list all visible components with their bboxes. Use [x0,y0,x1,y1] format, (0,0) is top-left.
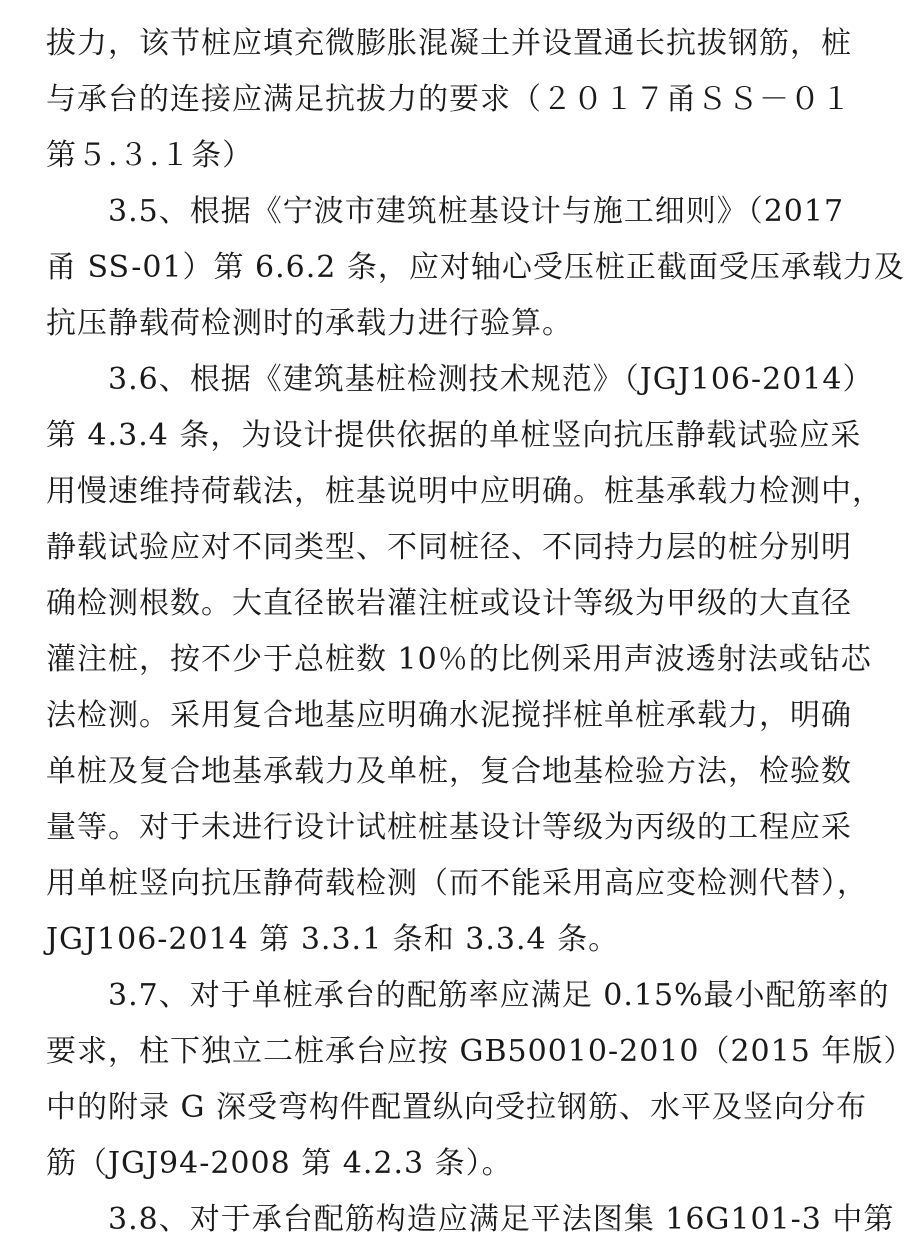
text-line: 抗压静载荷检测时的承载力进行验算。 [46,306,573,341]
text-line: 单桩及复合地基承载力及单桩，复合地基检验方法，检验数 [46,754,852,789]
text-line: 灌注桩，按不少于总桩数 10％的比例采用声波透射法或钻芯 [46,642,872,677]
text-line: 第５.３.１条） [46,138,254,173]
clause-3-7-heading: 3.7、对于单桩承台的配筋率应满足 0.15%最小配筋率的 [108,978,890,1013]
text-line: 法检测。采用复合地基应明确水泥搅拌桩单桩承载力，明确 [46,698,852,733]
text-line: 要求，柱下独立二桩承台应按 GB50010-2010（2015 年版） [46,1034,914,1069]
text-line: 用慢速维持荷载法，桩基说明中应明确。桩基承载力检测中， [46,474,883,509]
clause-3-5-heading: 3.5、根据《宁波市建筑桩基设计与施工细则》（2017 [108,194,845,229]
text-line: JGJ106-2014 第 3.3.1 条和 3.3.4 条。 [46,922,620,957]
text-line: 拔力，该节桩应填充微膨胀混凝土并设置通长抗拔钢筋，桩 [46,26,852,61]
clause-3-8-heading: 3.8、对于承台配筋构造应满足平法图集 16G101-3 中第 [108,1202,895,1237]
text-line: 筋（JGJ94-2008 第 4.2.3 条）。 [46,1146,513,1181]
text-line: 甬 SS-01）第 6.6.2 条，应对轴心受压桩正截面受压承载力及 [46,250,905,285]
text-line: 用单桩竖向抗压静荷载检测（而不能采用高应变检测代替）， [46,866,868,901]
text-line: 第 4.3.4 条，为设计提供依据的单桩竖向抗压静载试验应采 [46,418,862,453]
clause-3-6-heading: 3.6、根据《建筑基桩检测技术规范》（JGJ106-2014） [108,362,874,397]
text-line: 与承台的连接应满足抗拔力的要求（２０１７甬ＳＳ－０１ [46,82,852,117]
text-line: 确检测根数。大直径嵌岩灌注桩或设计等级为甲级的大直径 [46,586,852,621]
text-line: 静载试验应对不同类型、不同桩径、不同持力层的桩分别明 [46,530,852,565]
text-line: 量等。对于未进行设计试桩桩基设计等级为丙级的工程应采 [46,810,852,845]
text-line: 中的附录 G 深受弯构件配置纵向受拉钢筋、水平及竖向分布 [46,1090,868,1125]
